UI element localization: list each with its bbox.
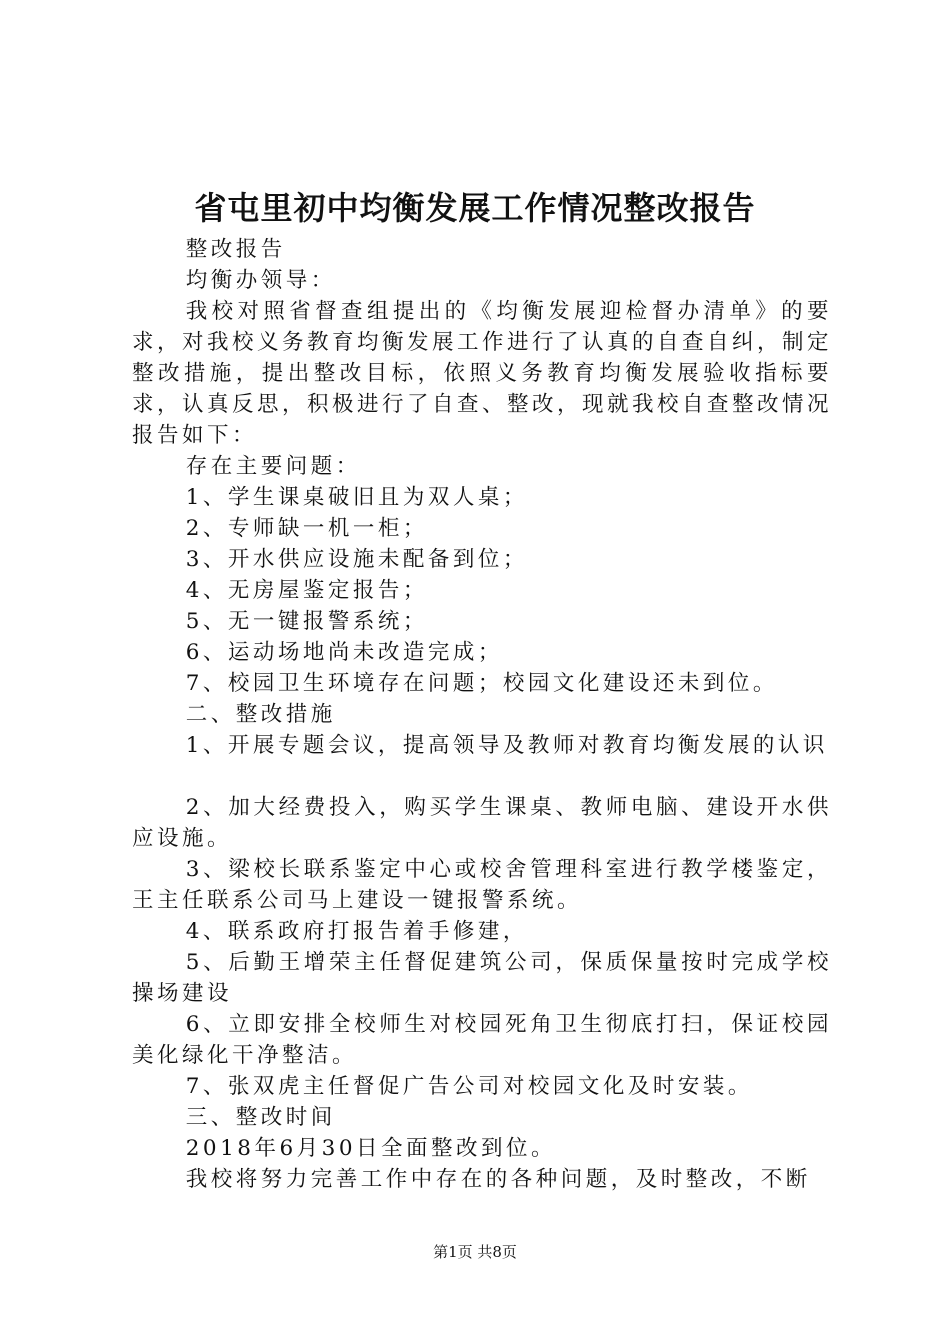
paragraph: 均衡办领导： <box>185 268 336 293</box>
document-title: 省屯里初中均衡发展工作情况整改报告 <box>194 189 756 227</box>
list-item: 1、开展专题会议，提高领导及教师对教育均衡发展的认识 <box>185 733 828 758</box>
list-item: 2、专师缺一机一柜； <box>185 516 428 541</box>
list-item: 4、无房屋鉴定报告； <box>185 578 428 603</box>
list-item: 6、运动场地尚未改造完成； <box>185 640 503 665</box>
list-item: 3、梁校长联系鉴定中心或校舍管理科室进行教学楼鉴定，王主任联系公司马上建设一键报警系统。 <box>132 857 832 913</box>
list-item: 5、后勤王增荣主任督促建筑公司，保质保量按时完成学校操场建设 <box>132 950 832 1006</box>
paragraph: 整改报告 <box>185 237 286 262</box>
list-item: 2、加大经费投入，购买学生课桌、教师电脑、建设开水供应设施。 <box>132 795 832 851</box>
section-heading: 三、整改时间 <box>185 1105 336 1130</box>
list-item: 5、无一键报警系统； <box>185 609 428 634</box>
list-item: 7、校园卫生环境存在问题；校园文化建设还未到位。 <box>185 671 778 696</box>
section-heading: 二、整改措施 <box>185 702 336 727</box>
document-body <box>132 234 832 1195</box>
paragraph: 我校将努力完善工作中存在的各种问题，及时整改，不断 <box>185 1167 811 1192</box>
list-item: 6、立即安排全校师生对校园死角卫生彻底打扫，保证校园美化绿化干净整洁。 <box>132 1012 832 1068</box>
list-item: 3、开水供应设施未配备到位； <box>185 547 528 572</box>
list-item: 1、学生课桌破旧且为双人桌； <box>185 485 528 510</box>
paragraph: 我校对照省督查组提出的《均衡发展迎检督办清单》的要求，对我校义务教育均衡发展工作进行了认真的自查自纠，制定整改措施，提出整改目标，依照义务教育均衡发展验收指标要求，认真反思，积极进行了自查、整改，现就我校自查整改情况报告如下： <box>132 299 833 448</box>
list-item: 7、张双虎主任督促广告公司对校园文化及时安装。 <box>185 1074 753 1099</box>
paragraph: 存在主要问题： <box>185 454 361 479</box>
list-item: 4、联系政府打报告着手修建， <box>185 919 528 944</box>
paragraph: 2018年6月30日全面整改到位。 <box>185 1136 557 1161</box>
page-footer: 第1页 共8页 <box>433 1243 517 1261</box>
